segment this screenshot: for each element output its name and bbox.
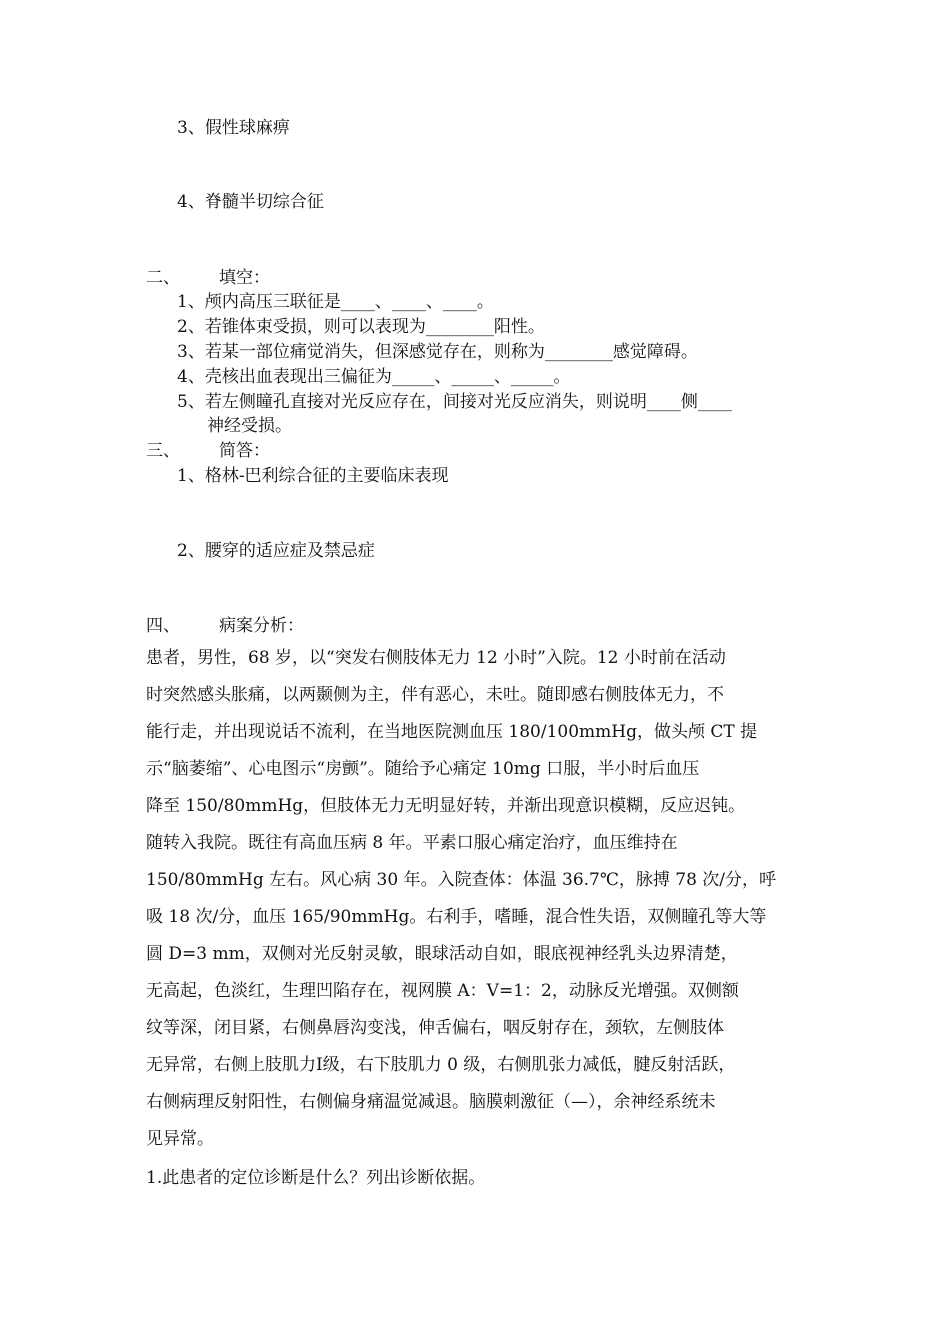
case-line-10: 无高起，色淡红，生理凹陷存在，视网膜 A：V=1：2，动脉反光增强。双侧额 — [146, 981, 739, 1001]
case-line-6: 随转入我院。既往有高血压病 8 年。平素口服心痛定治疗，血压维持在 — [146, 833, 678, 853]
case-line-14: 见异常。 — [146, 1129, 214, 1149]
section2-title: 填空： — [219, 268, 270, 288]
case-line-11: 纹等深，闭目紧，右侧鼻唇沟变浅，伸舌偏右，咽反射存在，颈软，左侧肢体 — [146, 1018, 724, 1038]
section4-title: 病案分析： — [219, 616, 304, 636]
fill-blank-item-2: 2、若锥体束受损，则可以表现为________阳性。 — [177, 317, 545, 337]
case-line-9: 圆 D=3 mm，双侧对光反射灵敏，眼球活动自如，眼底视神经乳头边界清楚， — [146, 944, 738, 964]
section4-number: 四、 — [146, 616, 180, 636]
case-line-2: 时突然感头胀痛，以两颞侧为主，伴有恶心，未吐。随即感右侧肢体无力，不 — [146, 685, 724, 705]
section3-title: 简答： — [219, 441, 270, 461]
case-line-4: 示“脑萎缩”、心电图示“房颤”。随给予心痛定 10mg 口服，半小时后血压 — [146, 759, 700, 779]
case-question-1: 1.此患者的定位诊断是什么？列出诊断依据。 — [146, 1168, 486, 1188]
case-line-3: 能行走，并出现说话不流利，在当地医院测血压 180/100mmHg，做头颅 CT 提 — [146, 722, 758, 742]
fill-blank-item-5: 5、若左侧瞳孔直接对光反应存在，间接对光反应消失，则说明____侧____ — [177, 392, 732, 412]
short-answer-item-1: 1、格林-巴利综合征的主要临床表现 — [177, 466, 449, 486]
fill-blank-item-3: 3、若某一部位痛觉消失，但深感觉存在，则称为________感觉障碍。 — [177, 342, 698, 362]
case-line-1: 患者，男性，68 岁，以“突发右侧肢体无力 12 小时”入院。12 小时前在活动 — [146, 648, 726, 668]
section1-item-3: 3、假性球麻痹 — [177, 118, 290, 138]
section2-number: 二、 — [146, 268, 180, 288]
fill-blank-item-5-continued: 神经受损。 — [207, 416, 292, 436]
case-line-5: 降至 150/80mmHg，但肢体无力无明显好转，并渐出现意识模糊，反应迟钝。 — [146, 796, 746, 816]
fill-blank-item-4: 4、壳核出血表现出三偏征为_____、_____、_____。 — [177, 367, 571, 387]
fill-blank-item-1: 1、颅内高压三联征是____、____、____。 — [177, 292, 494, 312]
case-line-8: 吸 18 次/分，血压 165/90mmHg。右利手，嗜睡，混合性失语，双侧瞳孔等大等 — [146, 907, 767, 927]
short-answer-item-2: 2、腰穿的适应症及禁忌症 — [177, 541, 375, 561]
section3-number: 三、 — [146, 441, 180, 461]
case-line-7: 150/80mmHg 左右。风心病 30 年。入院查体：体温 36.7℃，脉搏 78 次/分，呼 — [146, 870, 777, 890]
section1-item-4: 4、脊髓半切综合征 — [177, 192, 324, 212]
case-line-13: 右侧病理反射阳性，右侧偏身痛温觉减退。脑膜刺激征（—），余神经系统未 — [146, 1092, 716, 1112]
case-line-12: 无异常，右侧上肢肌力Ⅰ级，右下肢肌力 0 级，右侧肌张力减低，腱反射活跃， — [146, 1055, 736, 1075]
